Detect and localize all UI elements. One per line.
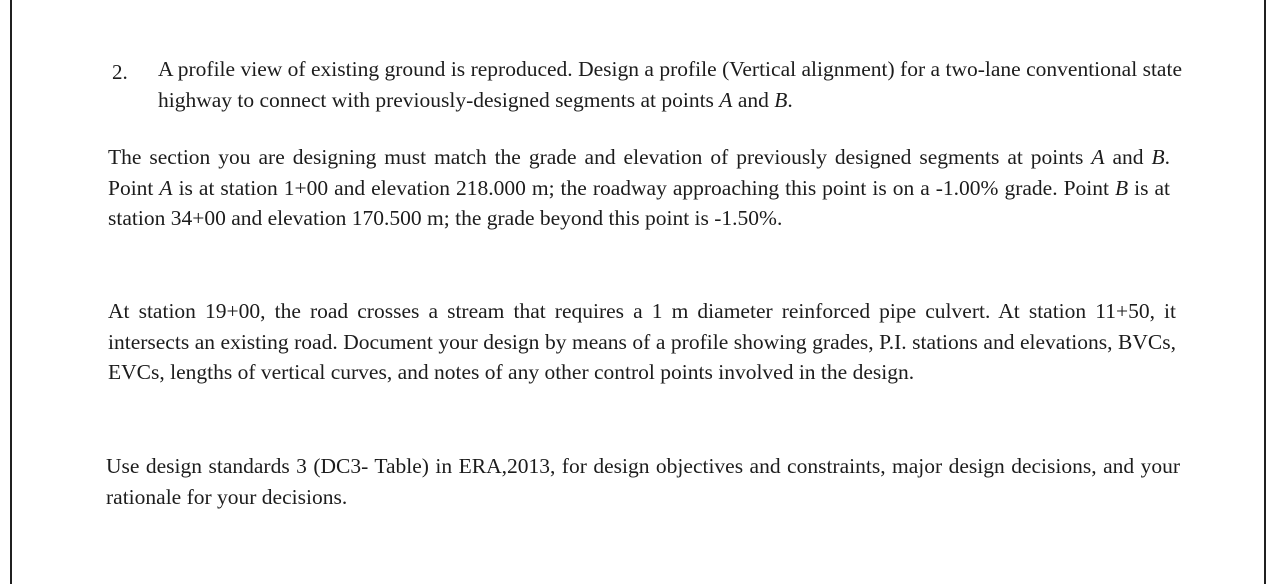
page-left-edge bbox=[10, 0, 26, 584]
p1-text-3: . Point bbox=[108, 145, 1171, 200]
intro-end: . bbox=[787, 88, 793, 112]
paragraph-design-standards: Use design standards 3 (DC3- Table) in ERA,2013, for design objectives and constraints, major design decisions, and your rationale for your decisions. bbox=[106, 454, 1180, 509]
question-block bbox=[112, 54, 1182, 116]
page-right-edge bbox=[1264, 0, 1266, 584]
p1-text-2: and bbox=[1104, 145, 1152, 169]
question-number: 2. bbox=[112, 60, 128, 84]
question-intro bbox=[158, 54, 1182, 116]
intro-and: and bbox=[732, 88, 775, 112]
point-b-label: B bbox=[774, 88, 788, 112]
point-a-label: A bbox=[719, 88, 733, 112]
intro-text: A profile view of existing ground is reproduced. Design a profile (Vertical alignment) for a two-lane conventional state highway to connect with previously-designed segments at points bbox=[158, 57, 1182, 112]
p1-point-a: A bbox=[1091, 145, 1105, 169]
p1-point-b: B bbox=[1151, 145, 1165, 169]
p1-point-a-2: A bbox=[159, 175, 173, 200]
p1-text-5: is at station 34+00 and elevation 170.500 m; the grade beyond this point is -1.50%. bbox=[108, 175, 1171, 230]
p1-point-b-2: B bbox=[1115, 175, 1129, 200]
p1-text-1: The section you are designing must match the grade and elevation of previously designed segments at points bbox=[108, 145, 1092, 169]
p1-text-4: is at station 1+00 and elevation 218.000 m; the roadway approaching this point is on a -1.00% grade. Point bbox=[172, 175, 1116, 200]
paragraph-control-points: At station 19+00, the road crosses a stream that requires a 1 m diameter reinforced pipe culvert. At station 11+50, it intersects an existing road. Document your design by means of a profile showing grades, P.I. stations and elevations, BVCs, EVCs, lengths of vertical curves, and notes of any other control points involved in the design. bbox=[108, 299, 1176, 384]
paragraph-grade-elevation bbox=[108, 142, 1170, 234]
